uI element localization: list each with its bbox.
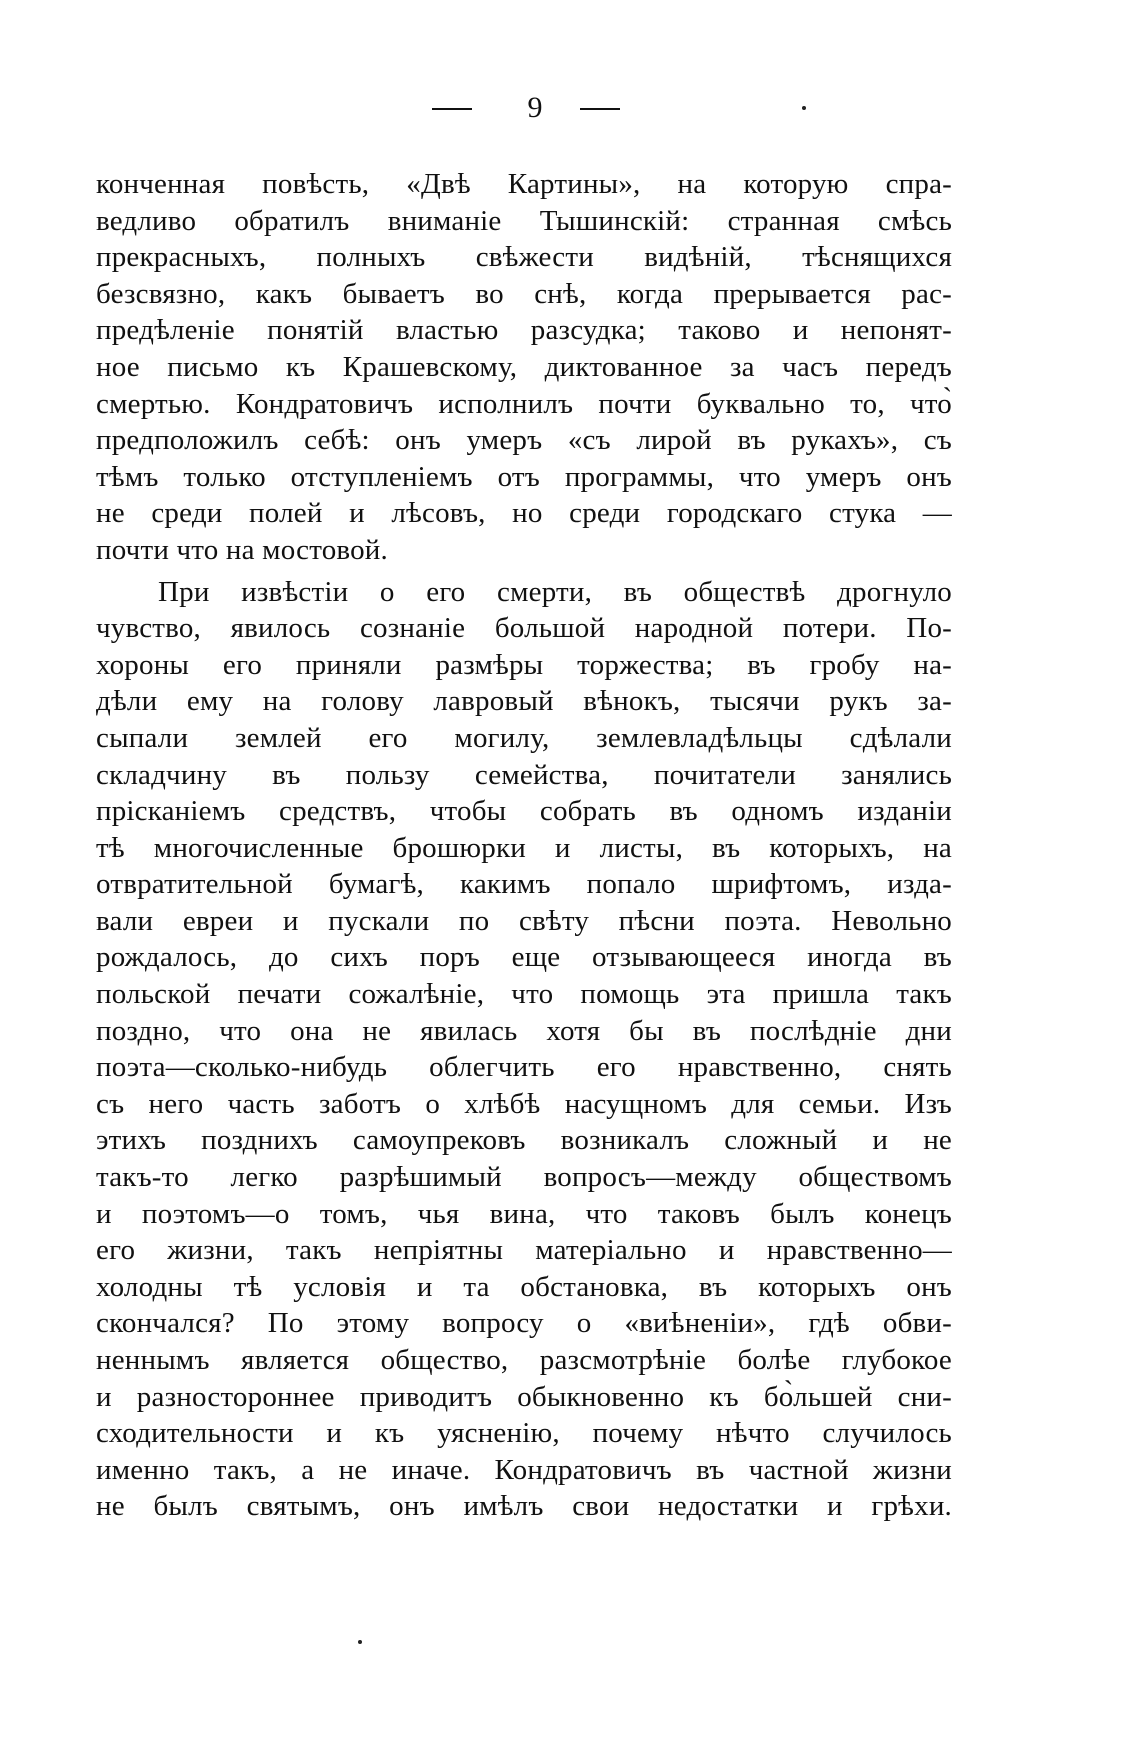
- text-line: и разностороннее приводитъ обыкновенно къ бо̀льшей сни-: [96, 1380, 952, 1413]
- text-line: предположилъ себѣ: онъ умеръ «съ лирой въ рукахъ», съ: [96, 424, 952, 457]
- text-line: неннымъ является общество, разсмотрѣніе болѣе глубокое: [96, 1344, 952, 1376]
- text-line: холодны тѣ условія и та обстановка, въ которыхъ онъ: [96, 1270, 952, 1303]
- text-line: не былъ святымъ, онъ имѣлъ свои недостатки и грѣхи.: [96, 1490, 952, 1523]
- text-line: польской печати сожалѣніе, что помощь эта пришла такъ: [96, 978, 952, 1011]
- text-line: ное письмо къ Крашевскому, диктованное за часъ передъ: [96, 350, 952, 383]
- page-header: [420, 86, 680, 130]
- text-line: ведливо обратилъ вниманіе Тышинскій: странная смѣсь: [96, 204, 952, 237]
- header-dash-left: [432, 108, 472, 110]
- body-text: [96, 166, 952, 1525]
- text-line: его жизни, такъ непріятны матеріально и нравственно—: [96, 1234, 952, 1267]
- text-line: не среди полей и лѣсовъ, но среди городскаго стука —: [96, 497, 952, 530]
- text-line: скончался? По этому вопросу о «виѣненіи», гдѣ обви-: [96, 1307, 952, 1340]
- text-line: и поэтомъ—о томъ, чья вина, что таковъ былъ конецъ: [96, 1197, 952, 1230]
- text-line: тѣ многочисленные брошюрки и листы, въ которыхъ, на: [96, 831, 952, 864]
- ink-speck: [358, 1640, 362, 1644]
- text-line: прісканіемъ средствъ, чтобы собрать въ одномъ изданіи: [96, 795, 952, 828]
- text-line: смертью. Кондратовичъ исполнилъ почти буквально то, что̀: [96, 387, 952, 420]
- text-line: почти что на мостовой.: [96, 533, 388, 566]
- text-line: поздно, что она не явилась хотя бы въ послѣдніе дни: [96, 1014, 952, 1047]
- text-line: хороны его приняли размѣры торжества; въ гробу на-: [96, 648, 952, 681]
- text-line: вали евреи и пускали по свѣту пѣсни поэта. Невольно: [96, 904, 952, 937]
- text-line: конченная повѣсть, «Двѣ Картины», на которую спра-: [96, 168, 952, 200]
- text-line: предѣленіе понятій властью разсудка; таково и непонят-: [96, 314, 952, 347]
- text-line: такъ-то легко разрѣшимый вопросъ—между обществомъ: [96, 1161, 952, 1194]
- paragraph: [96, 166, 952, 569]
- text-line: отвратительной бумагѣ, какимъ попало шрифтомъ, изда-: [96, 868, 952, 901]
- text-line: прекрасныхъ, полныхъ свѣжести видѣній, тѣснящихся: [96, 241, 952, 274]
- text-line: При извѣстіи о его смерти, въ обществѣ дрогнуло: [158, 575, 952, 608]
- text-line: сыпали землей его могилу, землевладѣльцы сдѣлали: [96, 721, 952, 754]
- text-line: сходительности и къ уясненію, почему нѣчто случилось: [96, 1417, 952, 1450]
- text-line: поэта—сколько-нибудь облегчить его нравственно, снять: [96, 1051, 952, 1084]
- header-dash-right: [580, 108, 620, 110]
- text-line: безсвязно, какъ бываетъ во снѣ, когда прерывается рас-: [96, 277, 952, 310]
- text-line: складчину въ пользу семейства, почитатели занялись: [96, 758, 952, 791]
- text-line: именно такъ, а не иначе. Кондратовичъ въ частной жизни: [96, 1453, 952, 1486]
- text-line: чувство, явилось сознаніе большой народной потери. По-: [96, 612, 952, 645]
- text-line: тѣмъ только отступленіемъ отъ программы, что умеръ онъ: [96, 460, 952, 493]
- ink-speck: [802, 106, 806, 110]
- text-line: съ него часть заботъ о хлѣбѣ насущномъ для семьи. Изъ: [96, 1087, 952, 1120]
- text-line: этихъ позднихъ самоупрековъ возникалъ сложный и не: [96, 1124, 952, 1157]
- text-line: рождалось, до сихъ поръ еще отзывающееся иногда въ: [96, 941, 952, 974]
- text-line: дѣли ему на голову лавровый вѣнокъ, тысячи рукъ за-: [96, 685, 952, 718]
- page-number: 9: [527, 91, 543, 124]
- paragraph: [96, 574, 952, 1525]
